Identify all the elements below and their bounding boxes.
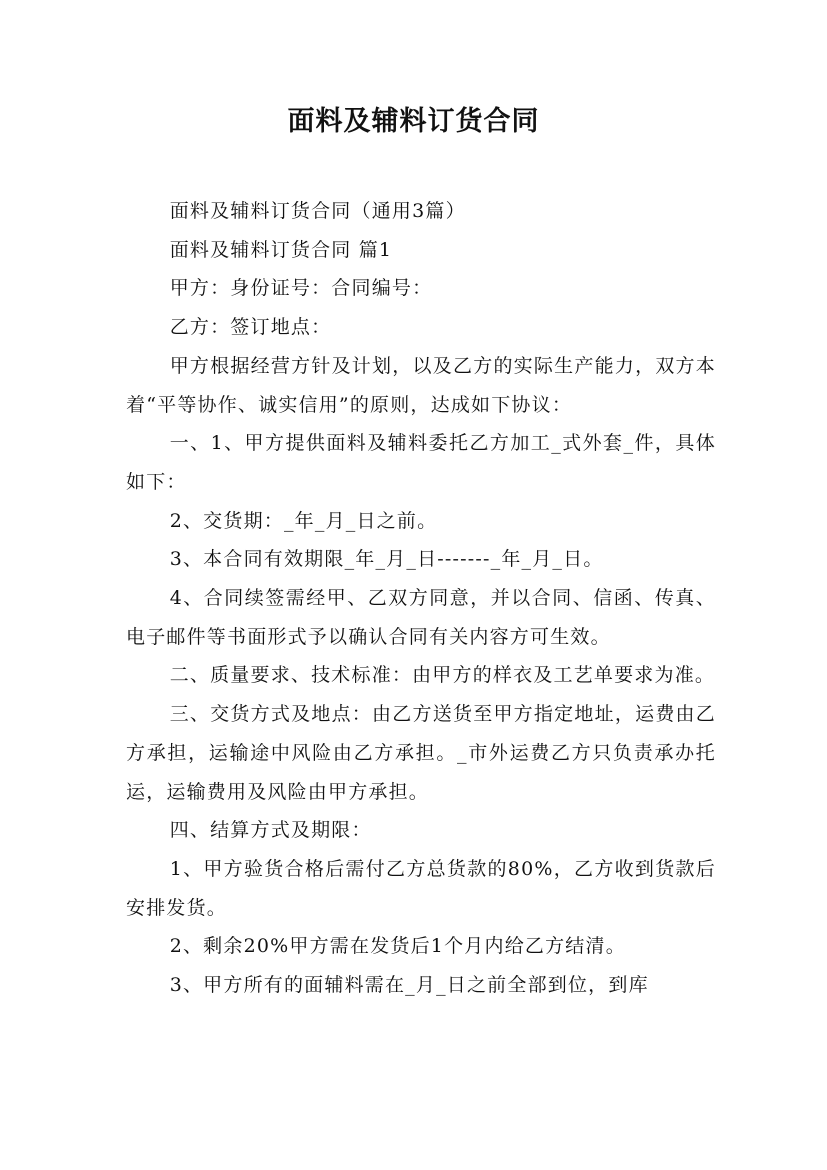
paragraph: 四、结算方式及期限： xyxy=(169,819,372,842)
paragraph: 面料及辅料订货合同 篇1 xyxy=(169,238,393,261)
paragraph: 4、合同续签需经甲、乙双方同意，并以合同、信函、传真、电子邮件等书面形式予以确认合同有关内容方可生效。 xyxy=(126,587,716,648)
paragraph: 2、剩余20%甲方需在发货后1个月内给乙方结清。 xyxy=(169,935,626,958)
paragraph: 3、本合同有效期限_年_月_日-------_年_月_日。 xyxy=(169,548,604,571)
paragraph: 1、甲方验货合格后需付乙方总货款的80%，乙方收到货款后安排发货。 xyxy=(126,857,716,919)
paragraph: 面料及辅料订货合同（通用3篇） xyxy=(169,200,466,222)
paragraph: 甲方根据经营方针及计划，以及乙方的实际生产能力，双方本着“平等协作、诚实信用”的原则，达成如下协议： xyxy=(126,354,716,416)
paragraph: 三、交货方式及地点：由乙方送货至甲方指定地址，运费由乙方承担，运输途中风险由乙方承担。_市外运费乙方只负责承办托运，运输费用及风险由甲方承担。 xyxy=(126,703,716,803)
paragraph: 二、质量要求、技术标准：由甲方的样衣及工艺单要求为准。 xyxy=(169,664,716,687)
paragraph: 乙方：签订地点： xyxy=(169,316,332,339)
paragraph: 一、1、甲方提供面料及辅料委托乙方加工_式外套_件，具体如下： xyxy=(126,432,716,493)
paragraph: 3、甲方所有的面辅料需在_月_日之前全部到位，到库 xyxy=(169,974,649,997)
document-body xyxy=(126,192,716,1005)
paragraph: 2、交货期：_年_月_日之前。 xyxy=(169,509,438,532)
paragraph: 甲方：身份证号：合同编号： xyxy=(169,277,433,300)
document-title: 面料及辅料订货合同 xyxy=(287,106,540,137)
